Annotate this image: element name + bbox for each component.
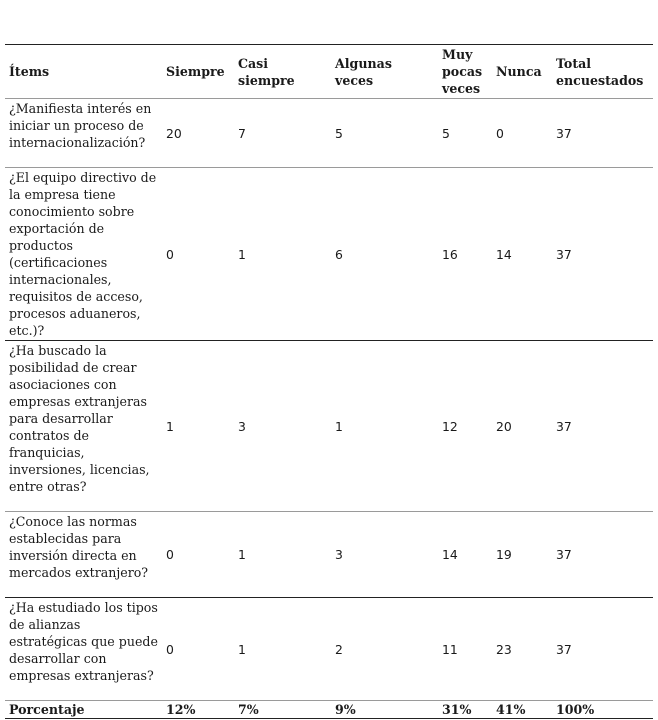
cell-total: 37 — [556, 641, 572, 657]
cell-siempre: 20 — [166, 125, 182, 141]
cell-casi-siempre: 1 — [238, 547, 246, 562]
cell-algunas-veces: 2 — [335, 641, 343, 657]
cell-muy-pocas-veces: 5 — [442, 125, 450, 141]
table-row — [5, 168, 653, 341]
cell-nunca: 19 — [496, 547, 512, 562]
cell-total: 37 — [556, 246, 572, 262]
table-row — [5, 99, 653, 168]
percentage-siempre: 12% — [166, 702, 196, 717]
cell-total: 37 — [556, 125, 572, 141]
cell-casi-siempre: 3 — [238, 418, 246, 434]
cell-siempre: 0 — [166, 547, 174, 562]
item-question: ¿Conoce las normas establecidas para inversión directa en mercados extranjero? — [9, 514, 149, 580]
cell-algunas-veces: 5 — [335, 125, 343, 141]
cell-siempre: 0 — [166, 641, 174, 657]
header-muy-pocas-veces: Muy pocas veces — [442, 47, 483, 96]
cell-algunas-veces: 1 — [335, 418, 343, 434]
header-algunas-veces: Algunas veces — [335, 55, 392, 88]
percentage-algunas-veces: 9% — [335, 702, 356, 717]
cell-muy-pocas-veces: 11 — [442, 641, 458, 657]
percentage-muy-pocas-veces: 31% — [442, 702, 472, 717]
item-question: ¿Manifiesta interés en iniciar un proceso de internacionalización? — [9, 101, 152, 150]
header-total-encuestados: Total encuestados — [556, 55, 644, 88]
percentage-label: Porcentaje — [9, 702, 85, 717]
table-row — [5, 598, 653, 701]
cell-nunca: 20 — [496, 418, 512, 434]
item-question: ¿El equipo directivo de la empresa tiene conocimiento sobre exportación de productos (certificaciones internacionales, requisitos de acceso, procesos aduaneros, etc.)? — [9, 170, 157, 338]
percentage-total: 100% — [556, 702, 595, 717]
cell-nunca: 0 — [496, 125, 504, 141]
item-question: ¿Ha estudiado los tipos de alianzas estratégicas que puede desarrollar con empresas extranjeras? — [9, 600, 158, 683]
cell-total: 37 — [556, 418, 572, 434]
cell-nunca: 23 — [496, 641, 512, 657]
header-casi-siempre: Casi siempre — [238, 55, 295, 88]
header-items: Ítems — [9, 64, 50, 79]
header-siempre: Siempre — [166, 64, 225, 79]
cell-algunas-veces: 6 — [335, 246, 343, 262]
percentage-row — [5, 701, 653, 719]
cell-algunas-veces: 3 — [335, 547, 343, 562]
table-row — [5, 341, 653, 512]
cell-muy-pocas-veces: 16 — [442, 246, 458, 262]
cell-siempre: 1 — [166, 418, 174, 434]
cell-casi-siempre: 7 — [238, 125, 246, 141]
header-row — [5, 45, 653, 99]
percentage-nunca: 41% — [496, 702, 526, 717]
cell-casi-siempre: 1 — [238, 641, 246, 657]
cell-total: 37 — [556, 547, 572, 562]
cell-muy-pocas-veces: 14 — [442, 547, 458, 562]
cell-siempre: 0 — [166, 246, 174, 262]
cell-nunca: 14 — [496, 246, 512, 262]
item-question: ¿Ha buscado la posibilidad de crear asociaciones con empresas extranjeras para desarrollar contratos de franquicias, inversiones, licencias, entre otras? — [9, 343, 150, 494]
percentage-casi-siempre: 7% — [238, 702, 259, 717]
cell-muy-pocas-veces: 12 — [442, 418, 458, 434]
survey-table — [5, 44, 653, 719]
header-nunca: Nunca — [496, 64, 542, 79]
cell-casi-siempre: 1 — [238, 246, 246, 262]
table-row — [5, 512, 653, 598]
